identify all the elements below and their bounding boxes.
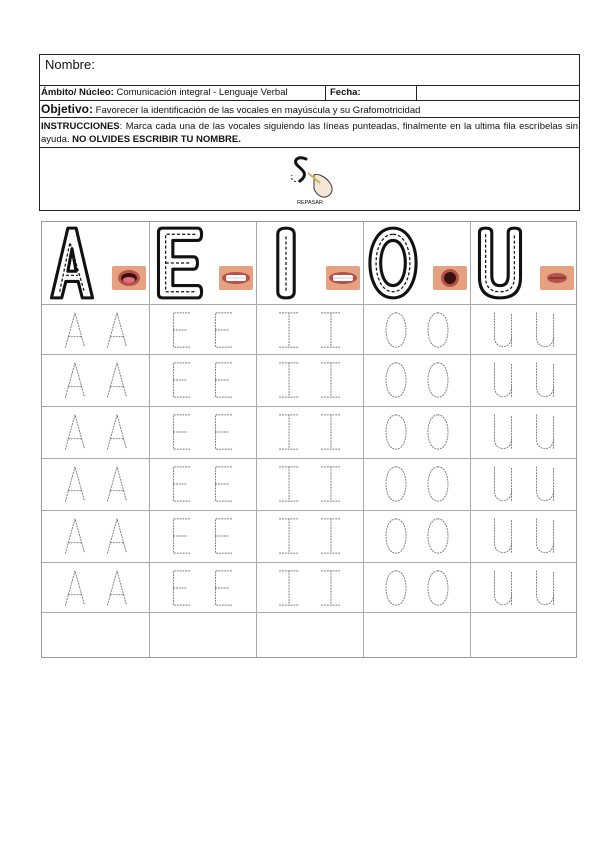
- ambito-value: Comunicación integral - Lenguaje Verbal: [113, 87, 288, 98]
- grid-row-divider: [42, 458, 576, 459]
- grid-column-divider: [149, 222, 150, 657]
- dotted-letter-e[interactable]: [211, 412, 237, 452]
- dotted-letter-i[interactable]: [276, 412, 302, 452]
- dotted-letter-e[interactable]: [211, 516, 237, 556]
- dotted-letter-u[interactable]: [490, 360, 516, 400]
- instrucciones-label: INSTRUCCIONES: [41, 121, 120, 132]
- ambito-label: Ámbito/ Núcleo:: [41, 87, 114, 98]
- dotted-letter-a[interactable]: [62, 516, 88, 556]
- dotted-letter-a[interactable]: [62, 412, 88, 452]
- objetivo-value: Favorecer la identificación de las vocales en mayúscula y su Grafomotricidad: [93, 105, 421, 116]
- dotted-letter-o[interactable]: [425, 516, 451, 556]
- mouth-round-open-icon: [433, 266, 467, 290]
- dotted-letter-o[interactable]: [383, 464, 409, 504]
- dotted-letter-a[interactable]: [104, 412, 130, 452]
- model-letter-e: [153, 224, 205, 302]
- blank-writing-cell[interactable]: [149, 612, 256, 657]
- blank-writing-cell[interactable]: [256, 612, 363, 657]
- dotted-letter-e[interactable]: [211, 310, 237, 350]
- mouth-smile-teeth-icon: [219, 266, 253, 290]
- ambito-text: [41, 87, 288, 98]
- dotted-letter-i[interactable]: [318, 516, 344, 556]
- dotted-letter-i[interactable]: [318, 412, 344, 452]
- dotted-letter-u[interactable]: [532, 412, 558, 452]
- dotted-letter-i[interactable]: [318, 568, 344, 608]
- dotted-letter-e[interactable]: [169, 412, 195, 452]
- dotted-letter-o[interactable]: [425, 412, 451, 452]
- grid-row-divider: [42, 304, 576, 305]
- grid-column-divider: [363, 222, 364, 657]
- dotted-letter-u[interactable]: [532, 360, 558, 400]
- blank-writing-cell[interactable]: [363, 612, 470, 657]
- dotted-letter-a[interactable]: [62, 310, 88, 350]
- dotted-letter-a[interactable]: [104, 516, 130, 556]
- instrucciones-text: [41, 120, 578, 146]
- dotted-letter-a[interactable]: [104, 464, 130, 504]
- dotted-letter-a[interactable]: [62, 464, 88, 504]
- blank-writing-cell[interactable]: [470, 612, 577, 657]
- model-letter-o: [367, 224, 419, 302]
- dotted-letter-i[interactable]: [276, 464, 302, 504]
- dotted-letter-o[interactable]: [425, 464, 451, 504]
- dotted-letter-a[interactable]: [104, 310, 130, 350]
- dotted-letter-u[interactable]: [490, 516, 516, 556]
- dotted-letter-o[interactable]: [383, 516, 409, 556]
- mouth-pursed-lips-icon: [540, 266, 574, 290]
- dotted-letter-a[interactable]: [104, 360, 130, 400]
- model-letter-i: [260, 224, 312, 302]
- model-letter-u: [474, 224, 526, 302]
- hand-tracing-s-icon: [286, 153, 342, 199]
- dotted-letter-u[interactable]: [490, 464, 516, 504]
- dotted-letter-e[interactable]: [211, 464, 237, 504]
- dotted-letter-o[interactable]: [425, 568, 451, 608]
- dotted-letter-e[interactable]: [211, 360, 237, 400]
- model-letter-a: [46, 224, 98, 302]
- dotted-letter-i[interactable]: [318, 360, 344, 400]
- dotted-letter-a[interactable]: [104, 568, 130, 608]
- dotted-letter-e[interactable]: [211, 568, 237, 608]
- grid-row-divider: [42, 354, 576, 355]
- dotted-letter-o[interactable]: [425, 310, 451, 350]
- dotted-letter-i[interactable]: [318, 464, 344, 504]
- dotted-letter-o[interactable]: [383, 568, 409, 608]
- objetivo-row: [40, 101, 579, 118]
- grid-row-divider: [42, 562, 576, 563]
- grid-row-divider: [42, 510, 576, 511]
- dotted-letter-u[interactable]: [532, 310, 558, 350]
- instrucciones-row: [40, 118, 579, 148]
- mouth-open-tongue-icon: [112, 266, 146, 290]
- objetivo-label: Objetivo:: [41, 102, 94, 116]
- mouth-wide-teeth-icon: [326, 266, 360, 290]
- dotted-letter-u[interactable]: [490, 310, 516, 350]
- dotted-letter-e[interactable]: [169, 568, 195, 608]
- nombre-row: [40, 55, 579, 86]
- blank-writing-cell[interactable]: [42, 612, 149, 657]
- fecha-label: Fecha:: [330, 87, 361, 98]
- nombre-label: Nombre:: [45, 57, 95, 72]
- ambito-row: [40, 86, 579, 101]
- dotted-letter-e[interactable]: [169, 516, 195, 556]
- dotted-letter-i[interactable]: [276, 516, 302, 556]
- dotted-letter-e[interactable]: [169, 310, 195, 350]
- dotted-letter-u[interactable]: [490, 412, 516, 452]
- dotted-letter-a[interactable]: [62, 568, 88, 608]
- grid-column-divider: [256, 222, 257, 657]
- vowel-tracing-grid: [41, 221, 577, 658]
- worksheet-header: [39, 54, 580, 211]
- dotted-letter-a[interactable]: [62, 360, 88, 400]
- objetivo-text: [41, 102, 420, 116]
- grid-row-divider: [42, 406, 576, 407]
- grid-column-divider: [470, 222, 471, 657]
- dotted-letter-u[interactable]: [532, 568, 558, 608]
- dotted-letter-u[interactable]: [532, 516, 558, 556]
- instrucciones-emphasis: NO OLVIDES ESCRIBIR TU NOMBRE.: [72, 134, 241, 145]
- dotted-letter-u[interactable]: [490, 568, 516, 608]
- dotted-letter-o[interactable]: [425, 360, 451, 400]
- dotted-letter-i[interactable]: [276, 360, 302, 400]
- dotted-letter-o[interactable]: [383, 412, 409, 452]
- repasar-label: REPASAR: [297, 200, 323, 206]
- instrucciones-body: : Marca cada una de las vocales siguiendo las líneas punteadas, finalmente en la ultima fila escríbelas sin ayuda.: [41, 121, 578, 145]
- dotted-letter-o[interactable]: [383, 310, 409, 350]
- dotted-letter-i[interactable]: [318, 310, 344, 350]
- dotted-letter-i[interactable]: [276, 310, 302, 350]
- repasar-row: [40, 148, 579, 211]
- dotted-letter-u[interactable]: [532, 464, 558, 504]
- fecha-cell: [325, 86, 417, 100]
- dotted-letter-o[interactable]: [383, 360, 409, 400]
- dotted-letter-e[interactable]: [169, 464, 195, 504]
- dotted-letter-e[interactable]: [169, 360, 195, 400]
- dotted-letter-i[interactable]: [276, 568, 302, 608]
